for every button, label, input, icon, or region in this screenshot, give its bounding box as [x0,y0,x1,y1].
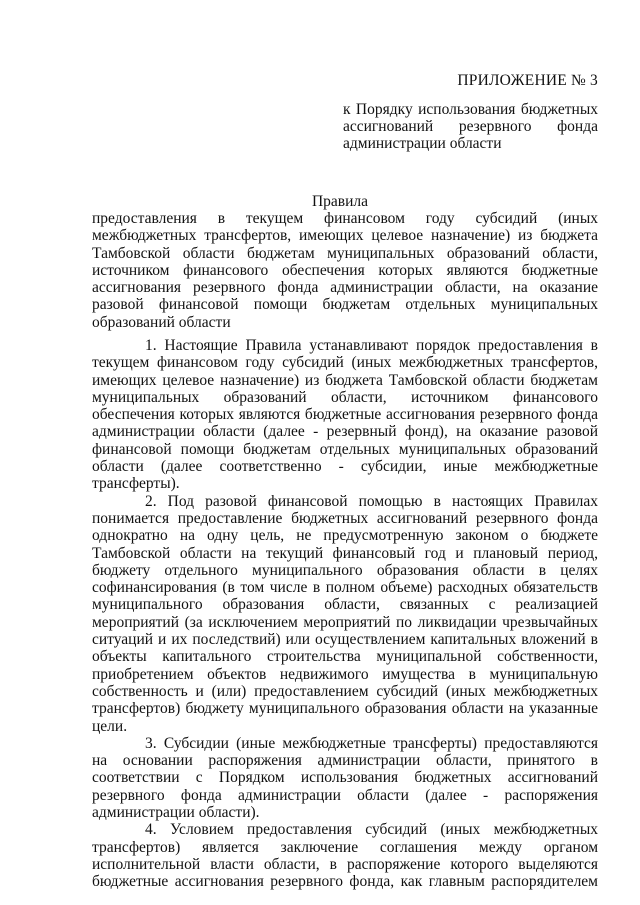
appendix-heading: ПРИЛОЖЕНИЕ № 3 [457,72,598,89]
document-title: Правила [311,193,369,210]
appendix-text: к Порядку использования бюджетных ассигнований резервного фонда администрации области [343,101,598,152]
paragraph-2: 2. Под разовой финансовой помощью в настоящих Правилах понимается предоставление бюджетных ассигнований резервного фонда однократно на одну цель, не предусмотренную законом о бюджете Тамбовской области на текущий финансовый год и плановый период, бюджету отдельного муниципального образования области в целях софинансирования (в том числе в полном объеме) расходных обязательств муниципального образования области, связанных с реализацией мероприятий (за исключением мероприятий по ликвидации чрезвычайных ситуаций и их последствий) или осуществлением капитальных вложений в объекты капитального строительства муниципальной собственности, приобретением объектов недвижимого имущества в муниципальную собственность и (или) предоставлением субсидий (иных межбюджетных трансфертов) бюджету муниципального образования области на указанные цели. [92,492,598,735]
paragraph-3: 3. Субсидии (иные межбюджетные трансферты) предоставляются на основании распоряжения администрации области, принятого в соответствии с Порядком использования бюджетных ассигнований резервного фонда администрации области (далее - распоряжения администрации области). [92,734,598,822]
paragraph-1: 1. Настоящие Правила устанавливают порядок предоставления в текущем финансовом году субсидий (иных межбюджетных трансфертов, имеющих целевое назначение) из бюджета Тамбовской области бюджетам муниципальных образований области, источником финансового обеспечения которых являются бюджетные ассигнования резервного фонда администрации области (далее - резервный фонд), на оказание разовой финансовой помощи бюджетам отдельных муниципальных образований области (далее соответственно - субсидии, иные межбюджетные трансферты). [92,337,598,493]
appendix-block [343,72,598,152]
paragraph-4: 4. Условием предоставления субсидий (иных межбюджетных трансфертов) является заключение соглашения между органом исполнительной власти области, в распоряжение которого выделяются бюджетные ассигнования резервного фонда, как главным распорядителем [92,821,598,891]
document-subtitle: предоставления в текущем финансовом году субсидий (иных межбюджетных трансфертов, имеющих целевое назначение) из бюджета Тамбовской области бюджетам муниципальных образований области, источником финансового обеспечения которых являются бюджетные ассигнования резервного фонда администрации области, на оказание разовой финансовой помощи бюджетам отдельных муниципальных образований области [92,210,598,331]
document-body [92,337,598,891]
